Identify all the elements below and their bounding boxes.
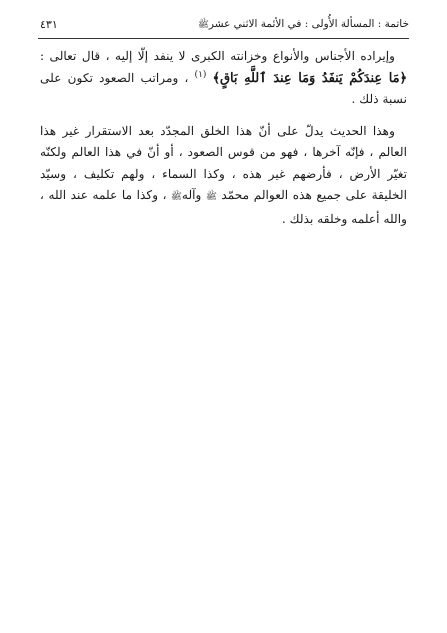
paragraph-1-text-b: ، ومراتب الصعود تكون على نسبة ذلك . — [40, 70, 407, 106]
page-body — [40, 46, 407, 230]
honorific-symbol: ﷺ — [198, 20, 209, 30]
footnote-reference[interactable]: (١) — [194, 69, 207, 80]
paragraph-2-text-b: وآله — [181, 188, 202, 202]
page-number: ٤٣١ — [40, 18, 58, 31]
header-divider — [38, 38, 409, 39]
paragraph-2 — [40, 121, 407, 231]
quran-verse: ﴿مَا عِندَكُمْ يَنفَدُ وَمَا عِندَ ٱللَّهِ بَاقٍ﴾ — [212, 70, 407, 86]
paragraph-2-text-c: ، وكذا ما علمه عند الله ، والله أعلمه وخلقه بذلك . — [40, 188, 407, 226]
paragraph-1-text-a: وإيراده الأجناس والأنواع وخزانته الكبرى لا ينفد إلّا إليه ، قال تعالى : — [40, 49, 395, 63]
page-header — [40, 18, 409, 36]
running-title — [198, 18, 409, 32]
honorific-symbol: ﷺ — [205, 192, 217, 202]
honorific-symbol: ﷺ — [171, 192, 182, 202]
paragraph-1 — [40, 46, 407, 111]
running-title-text: خاتمة : المسألة الأُولى : في الأئمة الاثني عشر — [208, 18, 409, 30]
paragraph-2-text-a: وهذا الحديث يدلّ على أنّ هذا الخلق المجدّد بعد الاستقرار غير هذا العالم ، فإنّه آخرها ، فهو من قوس الصعود ، أو أنّ في هذا العالم ولكنّه تغيّر الأرض ، فأرضهم غير هذه ، وكذا السماء ، ولهم تكليف ، وسيّد الخليقة على جميع هذه العوالم محمّد — [40, 123, 408, 202]
